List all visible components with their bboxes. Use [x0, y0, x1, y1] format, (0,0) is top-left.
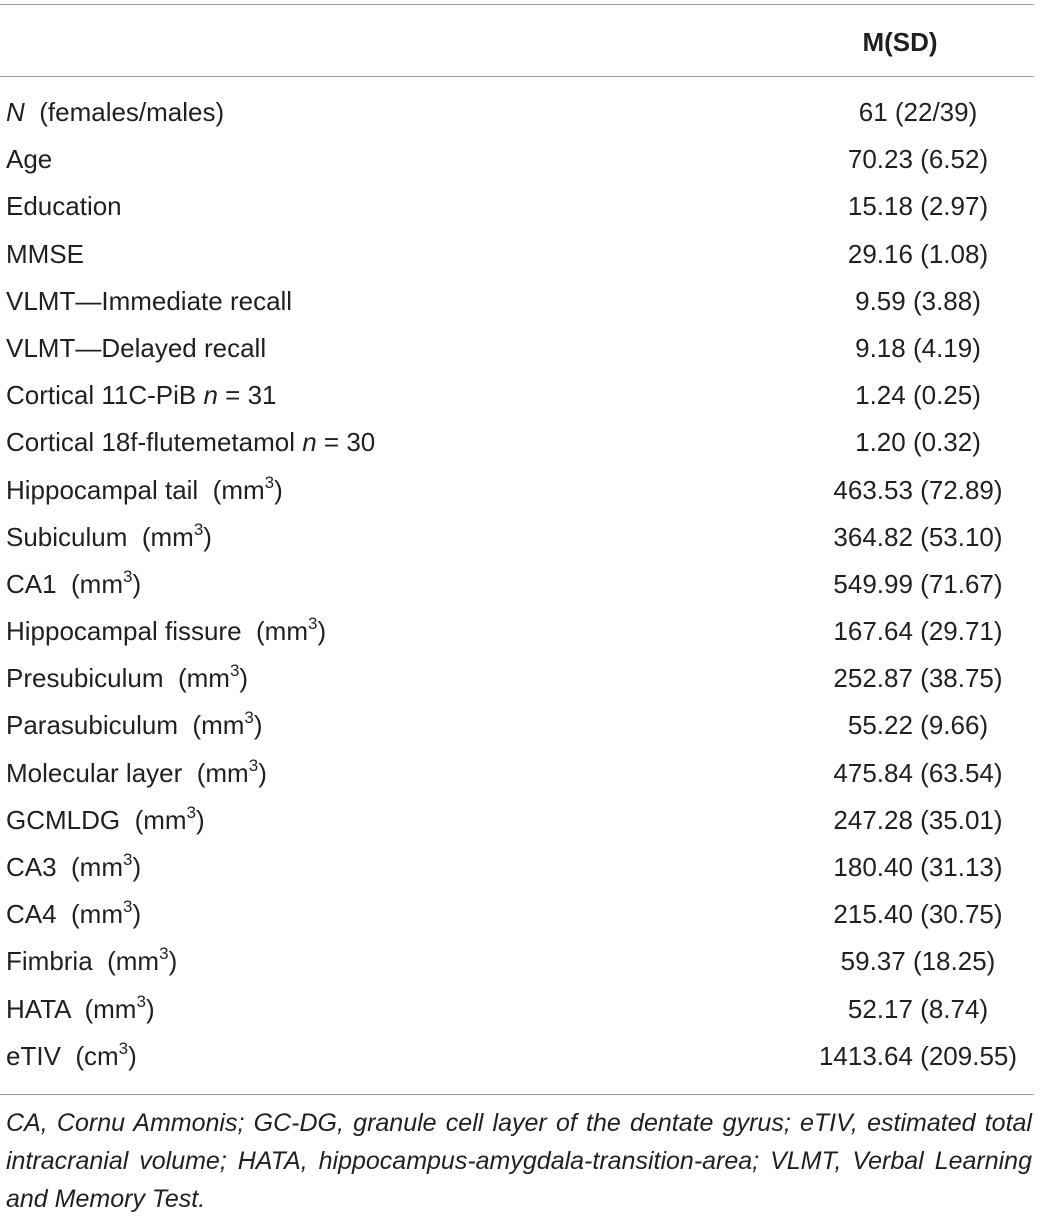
- unit-superscript: 3: [193, 519, 204, 539]
- row-label: [6, 514, 212, 564]
- row-label-close: ): [132, 568, 142, 599]
- header-msd: M(SD): [862, 27, 938, 57]
- row-label-text: CA3 (mm: [6, 852, 123, 882]
- table-row: [0, 891, 1040, 938]
- table-row: [0, 750, 1040, 797]
- row-label-text: MMSE: [6, 238, 84, 269]
- table-row: [0, 561, 1040, 608]
- row-value: 15.18 (2.97): [847, 191, 989, 222]
- row-label-close: ): [258, 757, 267, 788]
- row-label-text: CA4 (mm: [6, 899, 123, 930]
- row-label-text: GCMLDG (mm: [6, 804, 187, 835]
- row-label: [6, 136, 52, 183]
- row-value: 1.24 (0.25): [855, 380, 981, 411]
- row-label: [6, 89, 224, 136]
- row-label: [6, 1033, 137, 1083]
- table-row: [0, 986, 1040, 1033]
- table-row: [0, 797, 1040, 844]
- unit-superscript: 3: [244, 708, 254, 728]
- row-label-tail: = 31: [217, 380, 277, 411]
- row-label-close: ): [128, 1040, 137, 1071]
- row-label-text: Age: [6, 144, 53, 175]
- unit-superscript: 3: [118, 1038, 129, 1058]
- row-label: [6, 372, 277, 419]
- row-label-italic: n: [203, 380, 218, 411]
- row-label-italic: n: [302, 427, 317, 458]
- table-row: [0, 372, 1040, 419]
- table-footnote: CA, Cornu Ammonis; GC-DG, granule cell layer of the dentate gyrus; eTIV, estimated total intracranial volume; HATA, hippocampus-amygdala-transition-area; VLMT, Verbal Learning and Memory Test.: [6, 1109, 1032, 1213]
- unit-superscript: 3: [136, 991, 146, 1011]
- row-label-close: ): [253, 710, 263, 741]
- unit-superscript: 3: [123, 566, 133, 586]
- row-label: [6, 325, 266, 372]
- row-label-text: Molecular layer (mm: [6, 757, 249, 788]
- row-label: [6, 891, 141, 941]
- row-label-text: eTIV (cm: [6, 1040, 119, 1071]
- row-value: 475.84 (63.54): [833, 757, 1003, 788]
- row-label-close: ): [274, 474, 283, 505]
- row-label: [6, 655, 248, 705]
- row-label-text: Education: [6, 191, 122, 222]
- table-row: [0, 608, 1040, 655]
- row-label-close: ): [168, 946, 178, 977]
- table-row: [0, 89, 1040, 136]
- table-row: [0, 1033, 1040, 1080]
- row-label: [6, 231, 84, 278]
- unit-superscript: 3: [229, 661, 240, 681]
- row-label: [6, 938, 177, 988]
- row-label: [6, 183, 122, 230]
- row-value: 1413.64 (209.55): [818, 1040, 1018, 1071]
- row-label-text: Hippocampal tail (mm: [6, 474, 265, 505]
- row-value: 167.64 (29.71): [833, 616, 1003, 647]
- row-label: [6, 608, 326, 658]
- row-value: 463.53 (72.89): [833, 474, 1003, 505]
- row-value: 247.28 (35.01): [833, 804, 1003, 835]
- table-row: [0, 702, 1040, 749]
- row-label: [6, 797, 205, 847]
- row-label-text: VLMT—Delayed recall: [6, 332, 267, 363]
- top-rule: [0, 4, 1034, 5]
- unit-superscript: 3: [186, 802, 197, 822]
- row-label: [6, 844, 141, 894]
- table-row: [0, 419, 1040, 466]
- table-row: [0, 278, 1040, 325]
- row-value: 61 (22/39): [858, 97, 978, 127]
- table-row: [0, 514, 1040, 561]
- bottom-rule: [0, 1094, 1034, 1095]
- row-label: [6, 750, 267, 800]
- row-label-text: HATA (mm: [6, 993, 137, 1024]
- unit-superscript: 3: [123, 850, 133, 869]
- row-label-close: ): [196, 804, 205, 835]
- row-label: [6, 467, 283, 517]
- row-label-text: Cortical 11C-PiB: [6, 380, 204, 411]
- row-value: 215.40 (30.75): [833, 899, 1003, 930]
- row-label: [6, 419, 375, 466]
- unit-superscript: 3: [123, 897, 133, 917]
- row-value: 9.18 (4.19): [855, 332, 981, 363]
- row-label: [6, 702, 263, 752]
- row-label: [6, 278, 292, 325]
- row-label-text: Fimbria (mm: [6, 946, 160, 977]
- row-value: 59.37 (18.25): [840, 946, 996, 977]
- row-value: 9.59 (3.88): [855, 285, 981, 316]
- row-label-italic: N: [6, 97, 25, 127]
- row-value: 252.87 (38.75): [833, 663, 1003, 694]
- row-label-text: (females/males): [24, 97, 225, 127]
- row-label-close: ): [145, 993, 155, 1024]
- row-value: 180.40 (31.13): [833, 852, 1003, 882]
- table-row: [0, 183, 1040, 230]
- row-label-text: Subiculum (mm: [6, 521, 194, 552]
- table-row: [0, 467, 1040, 514]
- row-value: 29.16 (1.08): [847, 238, 989, 269]
- table-row: [0, 844, 1040, 891]
- row-value: 70.23 (6.52): [847, 144, 989, 175]
- table-row: [0, 231, 1040, 278]
- row-label-close: ): [132, 899, 142, 930]
- header-rule: [0, 76, 1034, 77]
- row-label-close: ): [239, 663, 249, 694]
- row-label-text: Cortical 18f-flutemetamol: [6, 427, 303, 458]
- row-label-text: VLMT—Immediate recall: [6, 285, 293, 316]
- unit-superscript: 3: [307, 614, 318, 634]
- row-value: 549.99 (71.67): [833, 568, 1003, 599]
- table-row: [0, 655, 1040, 702]
- row-value: 1.20 (0.32): [855, 427, 981, 458]
- row-label-close: ): [203, 521, 212, 552]
- row-label-text: Hippocampal fissure (mm: [6, 616, 308, 647]
- unit-superscript: 3: [159, 944, 169, 964]
- row-label: [6, 986, 155, 1036]
- row-value: 364.82 (53.10): [833, 521, 1003, 552]
- row-label: [6, 561, 141, 611]
- table-row: [0, 938, 1040, 985]
- row-label-close: ): [132, 852, 142, 882]
- row-value: 52.17 (8.74): [847, 993, 989, 1024]
- row-label-close: ): [317, 616, 327, 647]
- table-row: [0, 325, 1040, 372]
- table-row: [0, 136, 1040, 183]
- row-value: 55.22 (9.66): [847, 710, 989, 741]
- row-label-text: Presubiculum (mm: [6, 663, 230, 694]
- row-label-text: Parasubiculum (mm: [6, 710, 245, 741]
- unit-superscript: 3: [248, 755, 259, 775]
- row-label-text: CA1 (mm: [6, 568, 123, 599]
- unit-superscript: 3: [264, 472, 275, 492]
- row-label-tail: = 30: [316, 427, 376, 458]
- table-body: [0, 89, 1040, 1080]
